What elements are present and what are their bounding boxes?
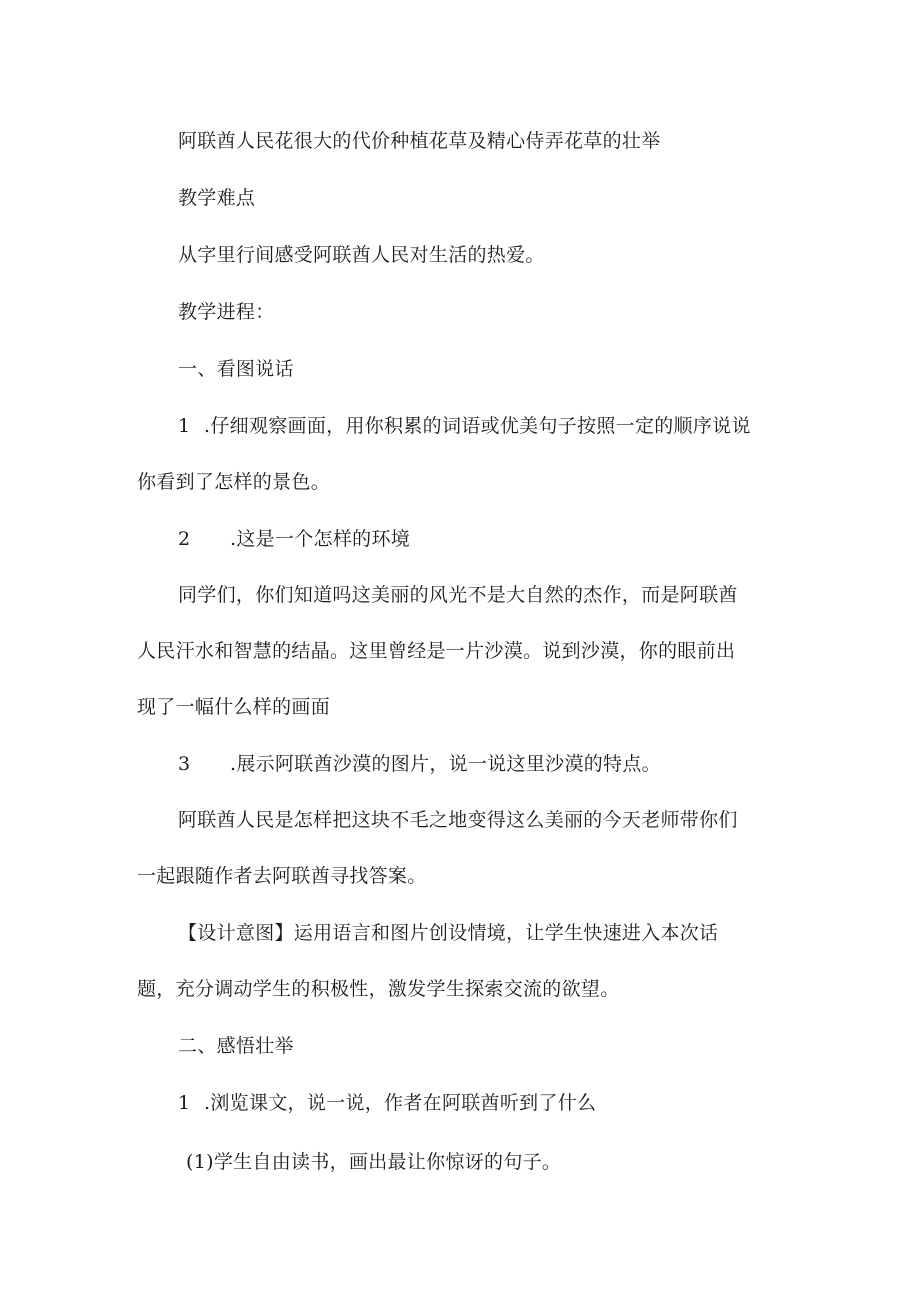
item-2 [178,527,410,551]
heading-teaching-difficulty: 教学难点 [178,187,256,209]
item-text: .仔细观察画面，用你积累的词语或优美句子按照一定的顺序说说 [204,415,751,437]
section-heading-1: 一、看图说话 [178,358,294,380]
item-number: 1 [178,1092,191,1114]
paragraph-line-9: 同学们，你们知道吗这美丽的风光不是大自然的杰作，而是阿联酋 [178,584,738,606]
section-heading-2: 二、感悟壮举 [178,1035,294,1057]
paragraph-line-11: 现了一幅什么样的画面 [137,696,331,718]
design-intent-line-1: 【设计意图】运用语言和图片创设情境，让学生快速进入本次话 [178,922,719,944]
item-number: 1 [178,415,191,437]
heading-teaching-process: 教学进程： [178,301,275,323]
paragraph-line-13: 阿联酋人民是怎样把这块不毛之地变得这么美丽的今天老师带你们 [178,809,738,831]
text-line-3: 从字里行间感受阿联酋人民对生活的热爱。 [178,244,545,266]
paragraph-line-10: 人民汗水和智慧的结晶。这里曾经是一片沙漠。说到沙漠，你的眼前出 [137,640,736,662]
item-3 [178,752,661,776]
text-line-1: 阿联酋人民花很大的代价种植花草及精心侍弄花草的壮举 [178,130,661,152]
item-text: .这是一个怎样的环境 [230,528,411,550]
item-1-line-2: 你看到了怎样的景色。 [137,471,331,493]
sub-item-1: (1)学生自由读书，画出最让你惊讶的句子。 [186,1151,562,1173]
item-number: 2 [178,528,191,550]
item-number: 3 [178,753,191,775]
item-text: .浏览课文，说一说，作者在阿联酋听到了什么 [204,1092,597,1114]
design-intent-line-2: 题，充分调动学生的积极性，激发学生探索交流的欲望。 [137,978,620,1000]
item-2-1 [178,1091,596,1115]
item-text: .展示阿联酋沙漠的图片，说一说这里沙漠的特点。 [230,753,661,775]
item-1-line-1 [178,414,751,438]
paragraph-line-14: 一起跟随作者去阿联酋寻找答案。 [137,865,427,887]
